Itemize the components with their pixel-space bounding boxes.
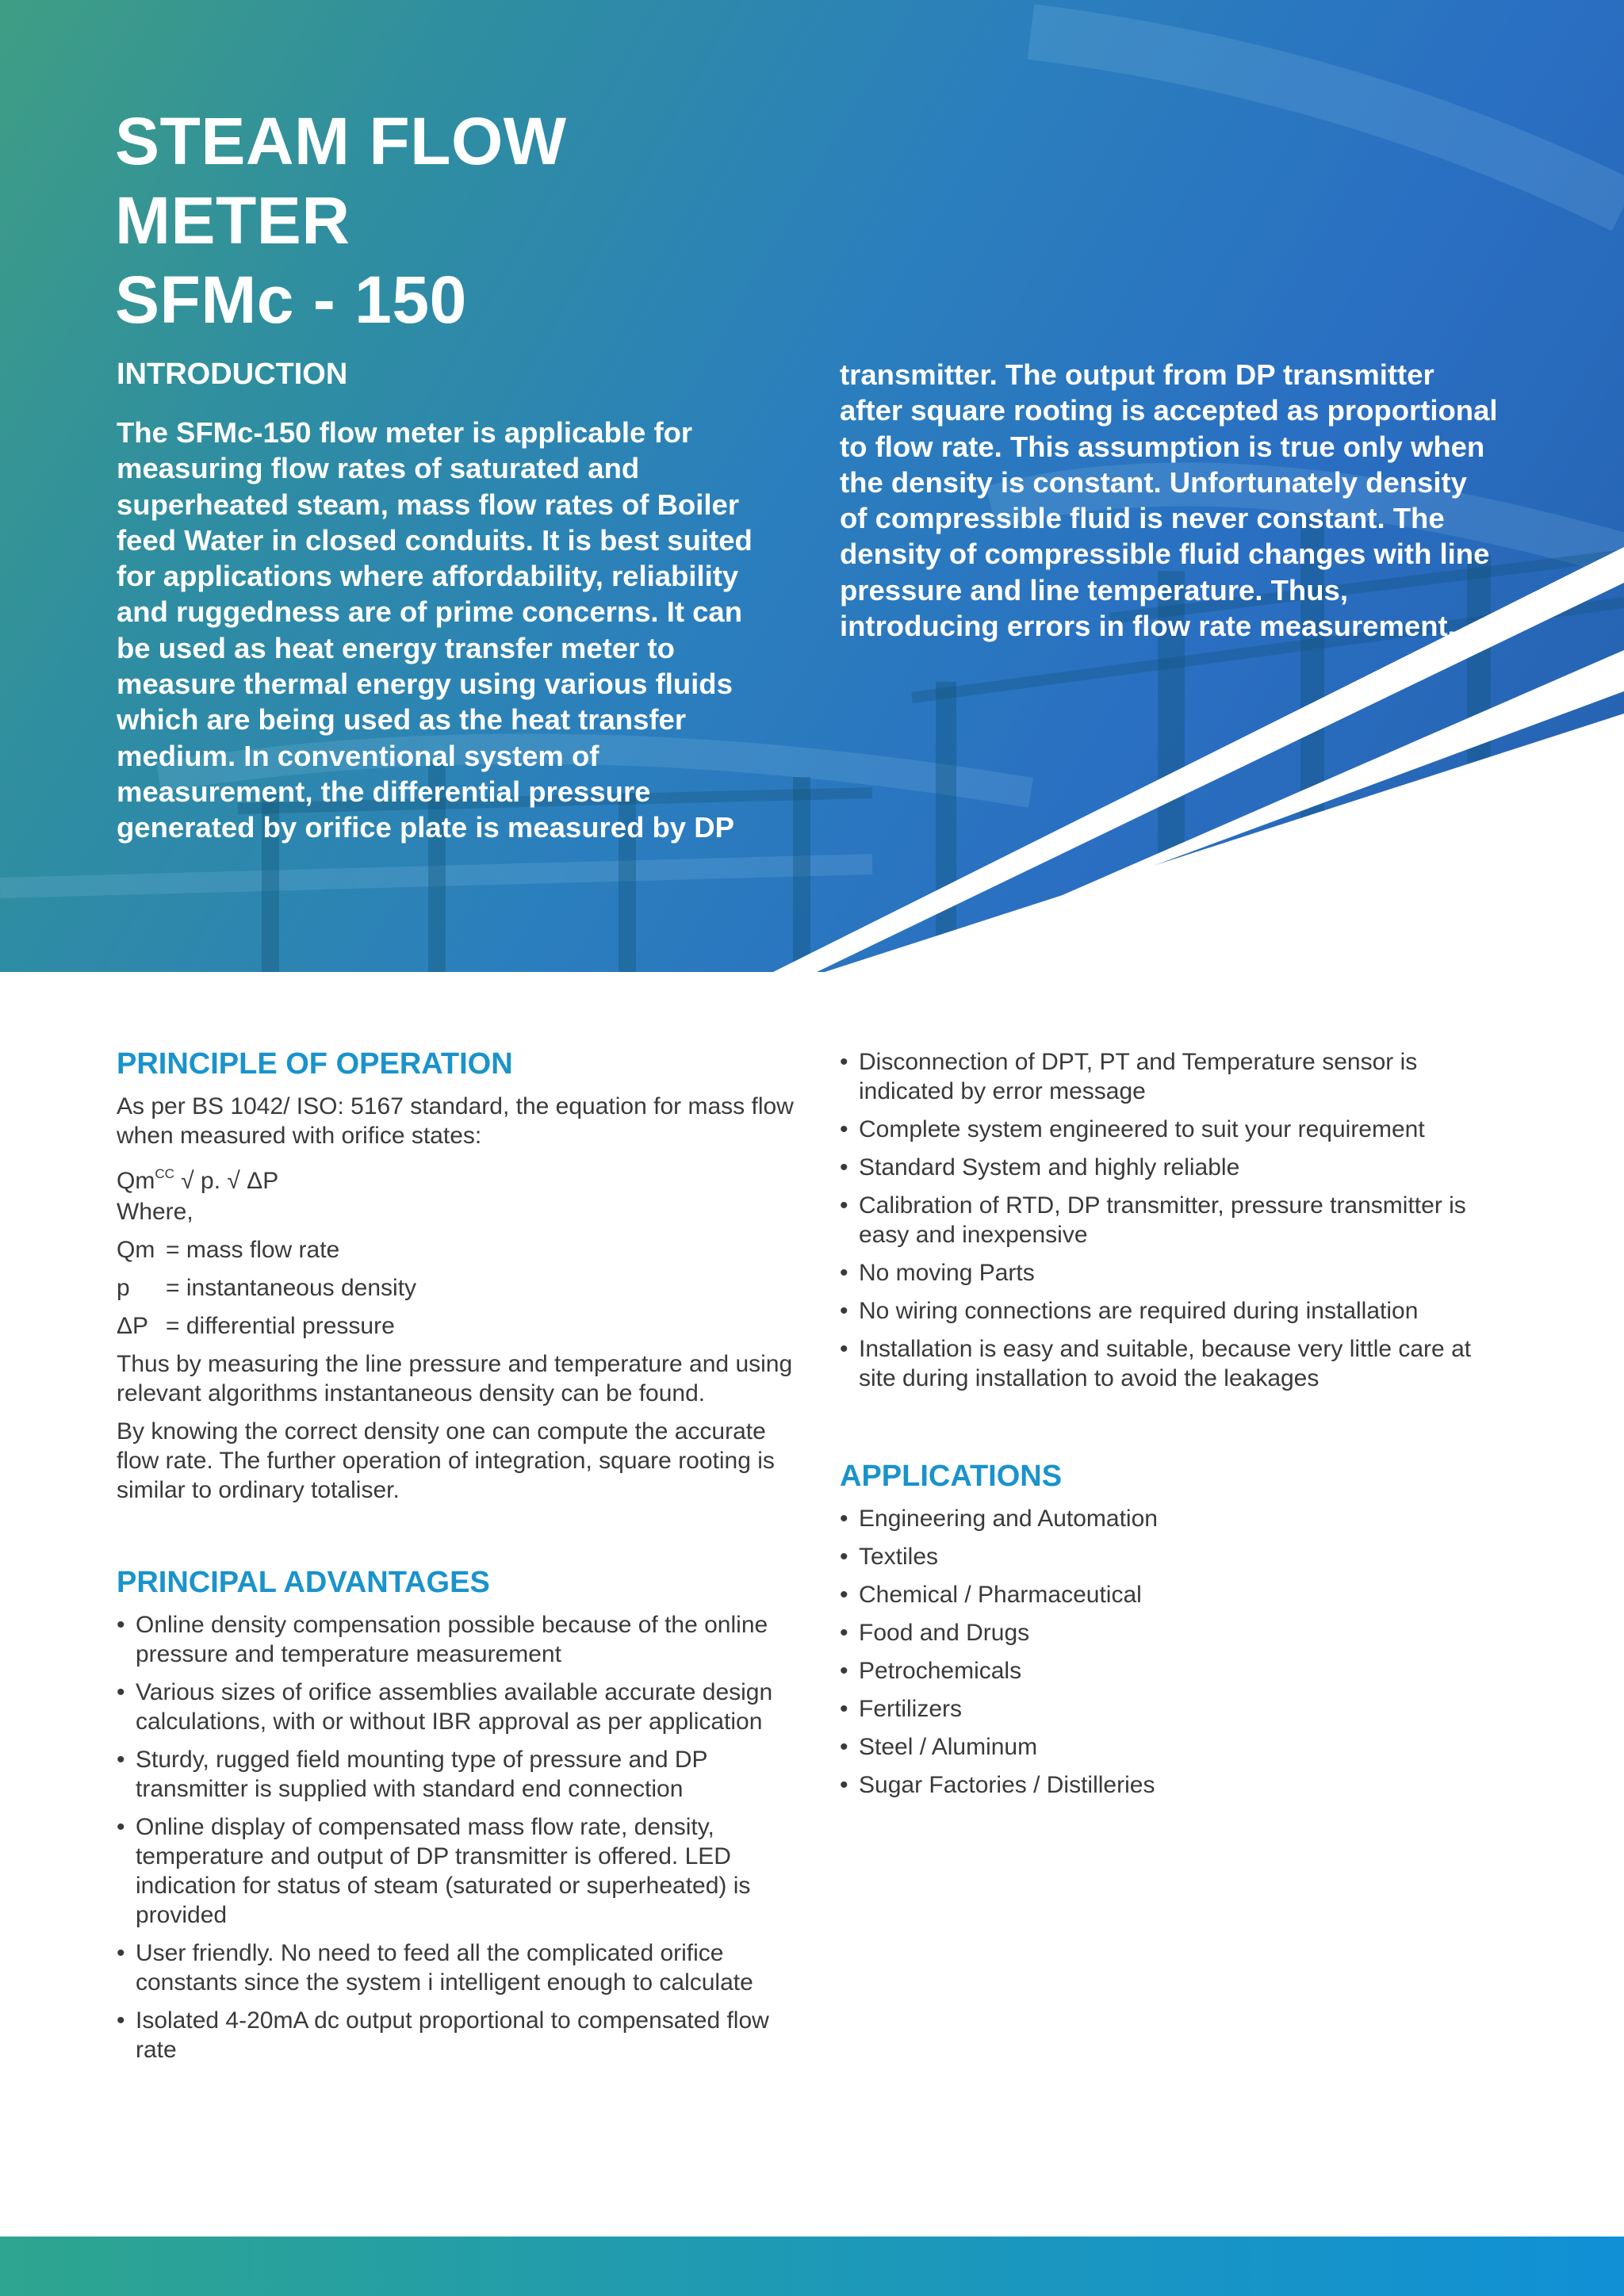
list-item: • Steel / Aluminum: [840, 1732, 1482, 1762]
definition-text: = differential pressure: [166, 1313, 395, 1339]
equation-lhs: Qm: [117, 1168, 155, 1194]
list-item: • Sturdy, rugged field mounting type of pressure and DP transmitter is supplied with standard end connection: [117, 1745, 799, 1804]
hero-banner: [0, 0, 1624, 972]
equation-superscript: CC: [155, 1166, 174, 1181]
definition-symbol: Qm: [117, 1237, 155, 1263]
principle-paragraph: By knowing the correct density one can compute the accurate flow rate. The further operation of integration, square rooting is similar to ordinary totaliser.: [117, 1418, 775, 1503]
title-line: STEAM FLOW: [115, 104, 567, 178]
where-label: Where,: [117, 1199, 193, 1225]
list-item: • Online density compensation possible because of the online pressure and temperature measurement: [117, 1610, 799, 1669]
list-item: • Chemical / Pharmaceutical: [840, 1580, 1482, 1609]
list-item: • Calibration of RTD, DP transmitter, pressure transmitter is easy and inexpensive: [840, 1191, 1482, 1249]
advantages-heading: PRINCIPAL ADVANTAGES: [117, 1566, 490, 1599]
list-item: • Engineering and Automation: [840, 1504, 1482, 1533]
principle-heading: PRINCIPLE OF OPERATION: [117, 1047, 513, 1081]
principle-paragraph: Thus by measuring the line pressure and temperature and using relevant algorithms instantaneous density can be found.: [117, 1351, 793, 1406]
equation-rhs: √ p. √ ΔP: [174, 1168, 279, 1194]
list-item: • User friendly. No need to feed all the complicated orifice constants since the system i intelligent enough to calculate: [117, 1938, 799, 1997]
list-item: • Standard System and highly reliable: [840, 1153, 1482, 1182]
product-title: [115, 101, 567, 339]
advantages-list: [117, 1610, 799, 2073]
introduction-text-left: The SFMc-150 flow meter is applicable for measuring flow rates of saturated and superheated steam, mass flow rates of Boiler feed Water in closed conduits. It is best suited for applications where affordability, reliability and ruggedness are of prime concerns. It can be used as heat energy transfer meter to measure thermal energy using various fluids which are being used as the heat transfer medium. In conventional system of measurement, the differential pressure generated by orifice plate is measured by DP: [117, 416, 753, 844]
definition-text: = mass flow rate: [166, 1237, 340, 1263]
title-line: METER: [115, 183, 350, 258]
list-item: • No wiring connections are required during installation: [840, 1296, 1482, 1326]
introduction-heading: INTRODUCTION: [117, 358, 348, 391]
list-item: • Sugar Factories / Distilleries: [840, 1770, 1482, 1800]
list-item: • Textiles: [840, 1542, 1482, 1571]
mass-flow-equation: [117, 1159, 278, 1196]
footer-gradient-band: [0, 2237, 1624, 2296]
list-item: • No moving Parts: [840, 1258, 1482, 1288]
title-line: SFMc - 150: [115, 262, 467, 337]
list-item: • Petrochemicals: [840, 1656, 1482, 1686]
definition-symbol: p: [117, 1275, 130, 1301]
list-item: • Disconnection of DPT, PT and Temperature sensor is indicated by error message: [840, 1047, 1482, 1106]
list-item: • Installation is easy and suitable, because very little care at site during installation to avoid the leakages: [840, 1334, 1482, 1393]
definition-symbol: ΔP: [117, 1313, 149, 1339]
features-list: [840, 1047, 1482, 1402]
list-item: • Isolated 4-20mA dc output proportional to compensated flow rate: [117, 2006, 799, 2064]
introduction-text-right: transmitter. The output from DP transmitter after square rooting is accepted as proportional to flow rate. This assumption is true only when the density is constant. Unfortunately density of compressible fluid is never constant. The density of compressible fluid changes with line pressure and line temperature. Thus, introducing errors in flow rate measurement.: [840, 358, 1498, 643]
applications-list: [840, 1504, 1482, 1808]
list-item: • Various sizes of orifice assemblies available accurate design calculations, with or without IBR approval as per application: [117, 1678, 799, 1736]
definition-row: [117, 1273, 416, 1303]
definition-row: [117, 1311, 395, 1341]
list-item: • Food and Drugs: [840, 1618, 1482, 1647]
list-item: • Complete system engineered to suit your requirement: [840, 1115, 1482, 1144]
applications-heading: APPLICATIONS: [840, 1460, 1063, 1493]
principle-intro: As per BS 1042/ ISO: 5167 standard, the equation for mass flow when measured with orifice states:: [117, 1093, 794, 1149]
list-item: • Online display of compensated mass flow rate, density, temperature and output of DP transmitter is offered. LED indication for status of steam (saturated or superheated) is provided: [117, 1812, 799, 1930]
definition-text: = instantaneous density: [166, 1275, 417, 1301]
list-item: • Fertilizers: [840, 1694, 1482, 1724]
definition-row: [117, 1235, 339, 1265]
